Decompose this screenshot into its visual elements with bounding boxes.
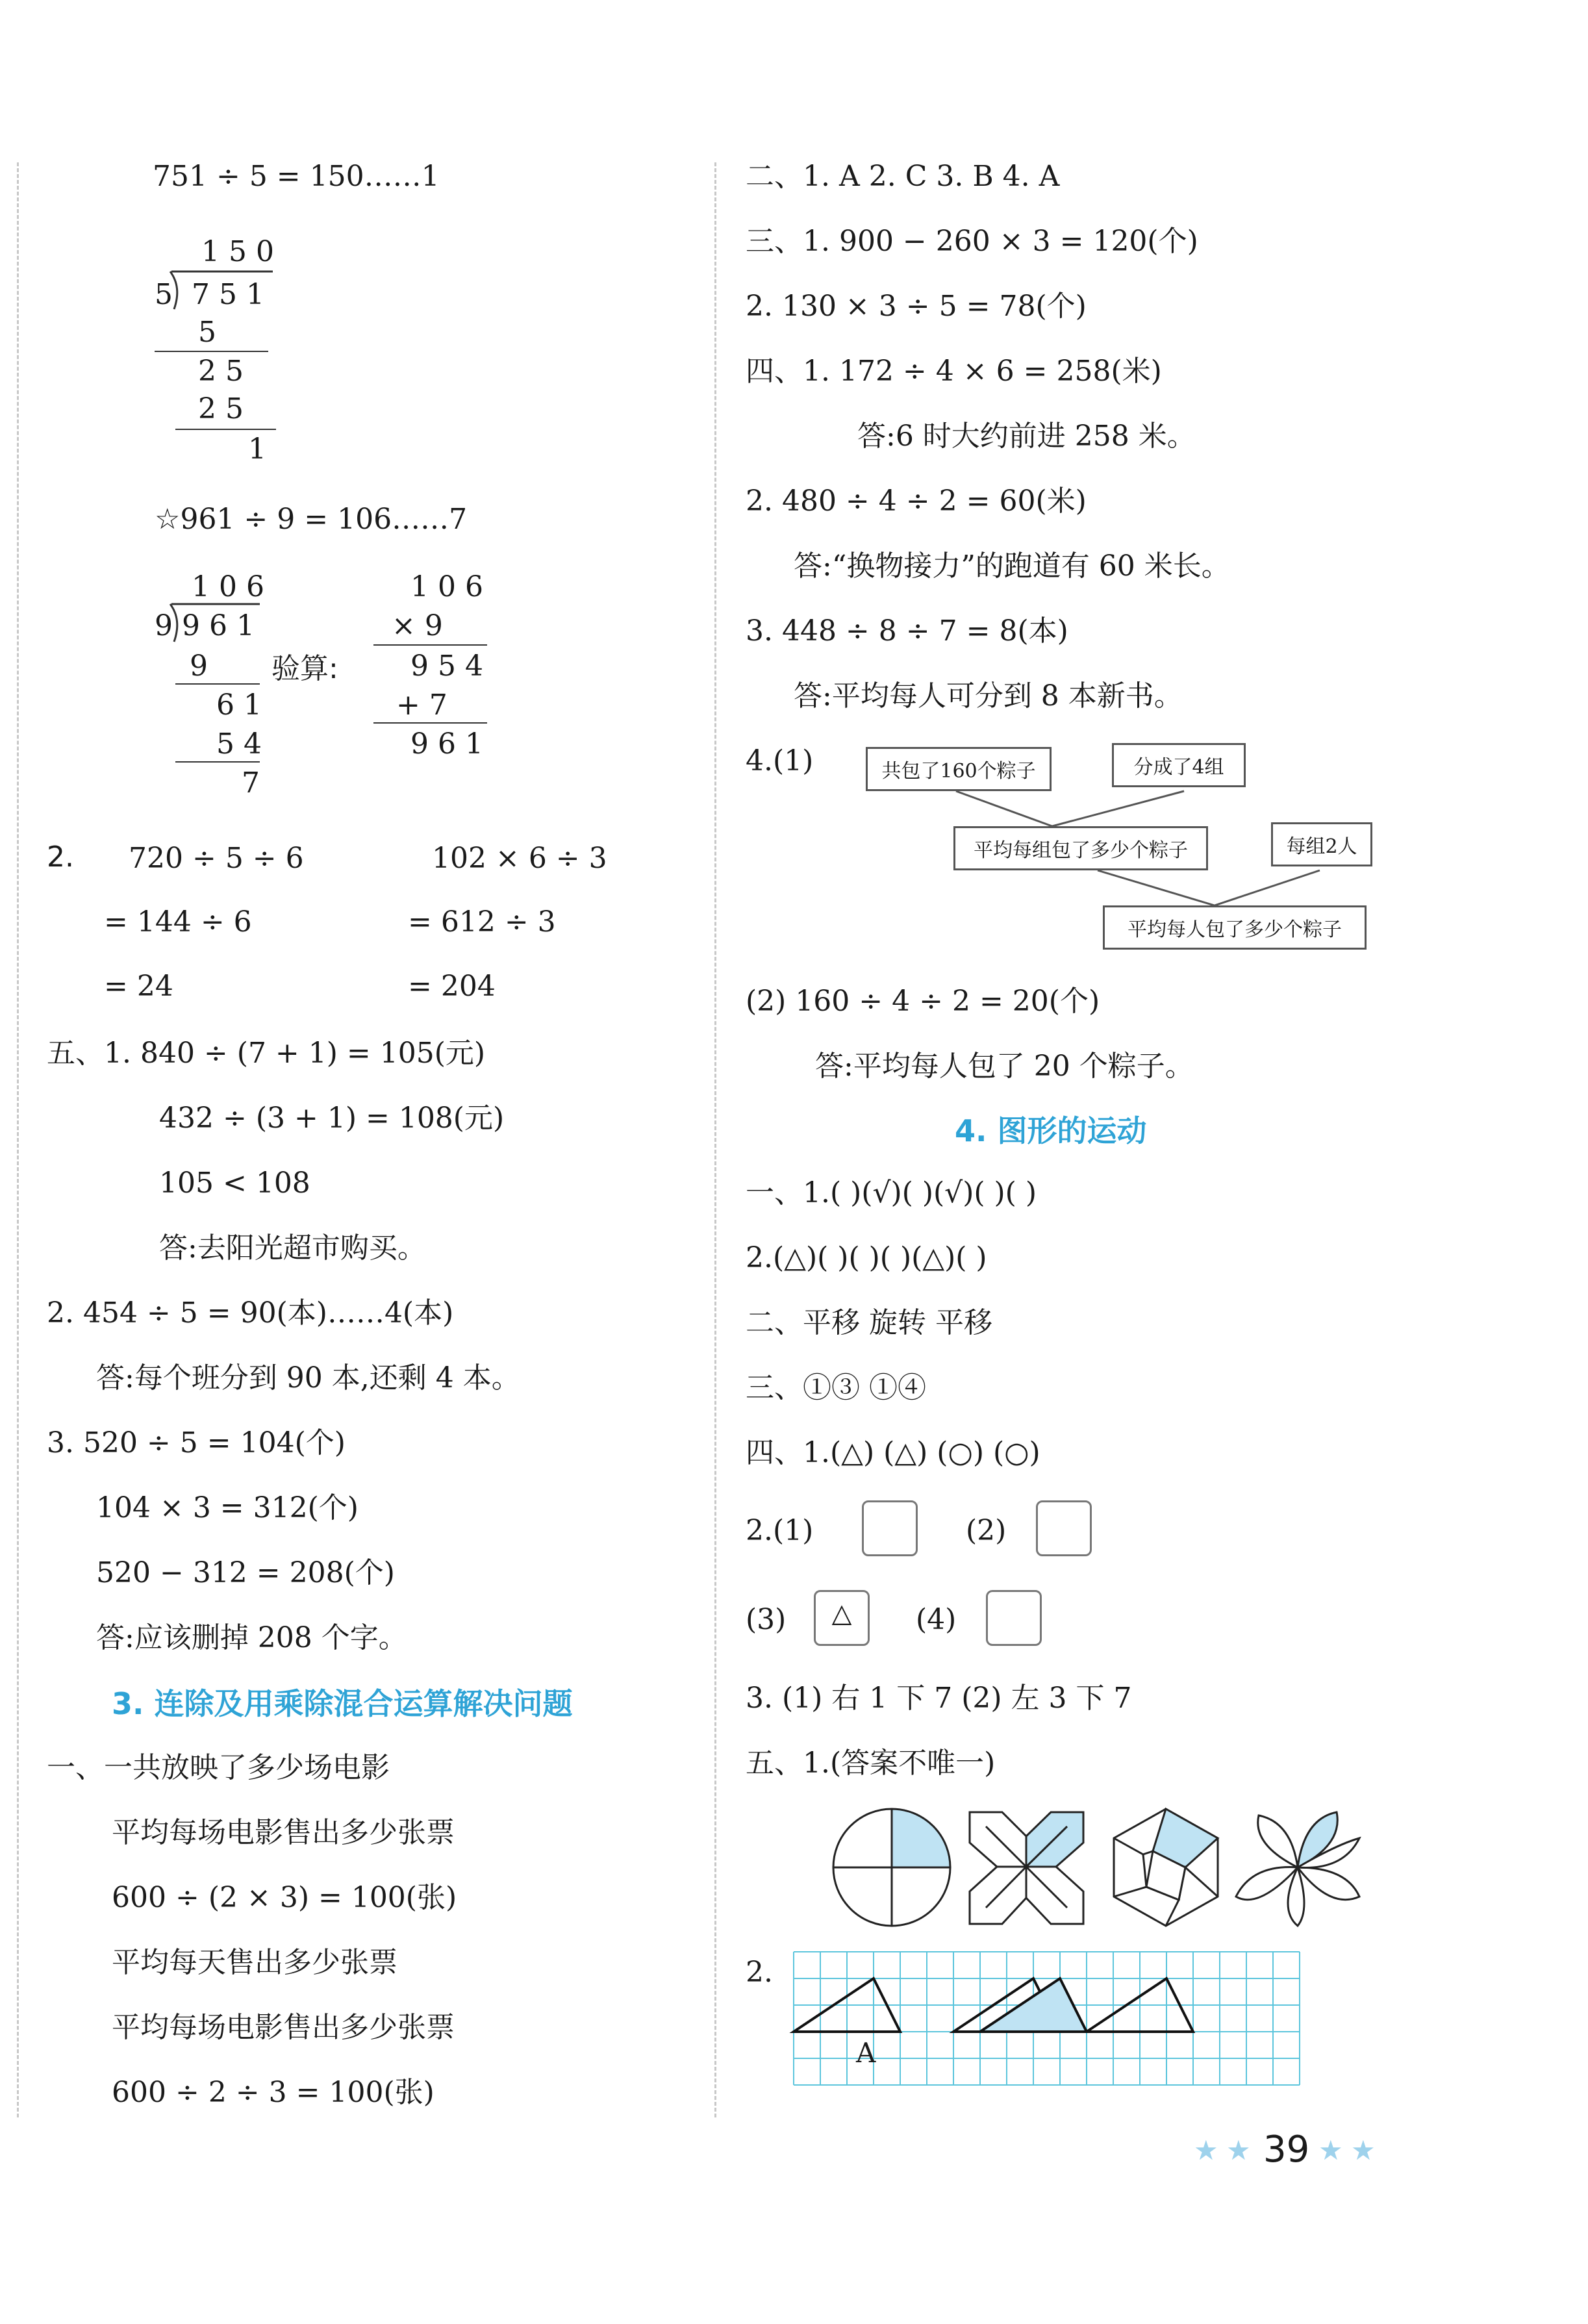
s1-line1: 一、一共放映了多少场电影 <box>47 1751 390 1784</box>
r-s4-q4-2: (2) 160 ÷ 4 ÷ 2 = 20(个) <box>746 985 1100 1018</box>
tree-box-total: 共包了160个粽子 <box>866 747 1052 791</box>
r-s4-q1: 四、1. 172 ÷ 4 × 6 = 258(米) <box>746 355 1162 388</box>
hexagon-swirl-figure <box>1107 1806 1224 1929</box>
r-s4-q1-answer: 答:6 时大约前进 258 米。 <box>857 420 1196 453</box>
tree-box-per-person: 平均每人包了多少个粽子 <box>1103 905 1367 950</box>
answer-box-1 <box>862 1500 918 1556</box>
q2a-line3: = 24 <box>104 970 173 1003</box>
s5-q3: 3. 520 ÷ 5 = 104(个) <box>47 1426 346 1459</box>
s5-q1: 五、1. 840 ÷ (7 + 1) = 105(元) <box>47 1037 486 1070</box>
q2b-line2: = 612 ÷ 3 <box>408 905 556 939</box>
q2a-line2: = 144 ÷ 6 <box>104 905 252 939</box>
s1-line5: 平均每场电影售出多少张票 <box>112 2011 455 2044</box>
s5-q3b: 104 × 3 = 312(个) <box>96 1491 359 1524</box>
answer-box-3 <box>814 1590 870 1646</box>
r-s4-q4-answer: 答:平均每人包了 20 个粽子。 <box>815 1050 1194 1083</box>
g-s4-q1: 四、1.(△) (△) (○) (○) <box>746 1436 1040 1469</box>
section-heading-4: 4. 图形的运动 <box>955 1113 1147 1148</box>
tree-box-per-group-people: 每组2人 <box>1271 822 1372 866</box>
section-heading-3: 3. 连除及用乘除混合运算解决问题 <box>112 1686 573 1721</box>
s5-q1b: 432 ÷ (3 + 1) = 108(元) <box>159 1102 505 1135</box>
answer-box-4 <box>986 1590 1042 1646</box>
grid-label-a: A <box>856 2037 876 2069</box>
r-s4-q3-answer: 答:平均每人可分到 8 本新书。 <box>794 679 1183 713</box>
star-icon: ★ <box>1351 2134 1376 2166</box>
r-mc: 二、1. A 2. C 3. B 4. A <box>746 160 1060 193</box>
s5-q1c: 105 < 108 <box>159 1167 310 1200</box>
s1-line6: 600 ÷ 2 ÷ 3 = 100(张) <box>112 2076 435 2109</box>
g-s4-q3: 3. (1) 右 1 下 7 (2) 左 3 下 7 <box>746 1682 1132 1715</box>
r-s4-q3: 3. 448 ÷ 8 ÷ 7 = 8(本) <box>746 614 1068 648</box>
g-s2: 二、平移 旋转 平移 <box>746 1306 992 1339</box>
q2b-line3: = 204 <box>408 970 496 1003</box>
g-s4-q2-1-label: 2.(1) <box>746 1514 814 1547</box>
s1-line3: 600 ÷ (2 × 3) = 100(张) <box>112 1881 457 1914</box>
q2-number: 2. <box>47 840 74 874</box>
answer-box-2 <box>1036 1500 1092 1556</box>
g-s1-q1: 一、1.( )(√)( )(√)( )( ) <box>746 1176 1037 1209</box>
g-s1-q2: 2.(△)( )( )( )(△)( ) <box>746 1241 987 1274</box>
s5-q3c: 520 − 312 = 208(个) <box>96 1556 395 1589</box>
tree-box-groups: 分成了4组 <box>1112 743 1246 787</box>
s1-line2: 平均每场电影售出多少张票 <box>112 1816 455 1849</box>
s1-line4: 平均每天售出多少张票 <box>112 1946 397 1979</box>
g-s4-q2-2-label: (2) <box>966 1514 1007 1547</box>
r-s4-q4: 4.(1) <box>746 744 814 777</box>
translation-grid <box>794 1952 1300 2101</box>
triangle-symbol: △ <box>831 1598 852 1628</box>
star-x-figure <box>966 1807 1087 1927</box>
g-s5-q2: 2. <box>746 1956 773 1989</box>
r-s3-q1: 三、1. 900 − 260 × 3 = 120(个) <box>746 225 1198 258</box>
g-s4-q2-4-label: (4) <box>916 1603 957 1636</box>
r-s4-q2: 2. 480 ÷ 4 ÷ 2 = 60(米) <box>746 485 1087 518</box>
eq-751: 751 ÷ 5 = 150……1 <box>153 160 440 193</box>
star-icon: ★ <box>1194 2134 1218 2166</box>
pinwheel-figure <box>830 1806 953 1929</box>
star-icon: ★ <box>1226 2134 1251 2166</box>
q2b-line1: 102 × 6 ÷ 3 <box>432 842 607 875</box>
g-s4-q2-3-label: (3) <box>746 1603 787 1636</box>
star-icon: ★ <box>1318 2134 1343 2166</box>
g-s5-q1: 五、1.(答案不唯一) <box>746 1747 996 1780</box>
eq-961: ☆961 ÷ 9 = 106……7 <box>155 503 468 536</box>
g-s3: 三、①③ ①④ <box>746 1371 926 1404</box>
q2a-line1: 720 ÷ 5 ÷ 6 <box>129 842 304 875</box>
s5-q3-answer: 答:应该删掉 208 个字。 <box>96 1621 407 1654</box>
r-s3-q2: 2. 130 × 3 ÷ 5 = 78(个) <box>746 290 1087 323</box>
s5-q1-answer: 答:去阳光超市购买。 <box>159 1231 426 1265</box>
flower-figure <box>1233 1806 1363 1929</box>
check-label: 验算: <box>271 652 338 685</box>
s5-q2-answer: 答:每个班分到 90 本,还剩 4 本。 <box>96 1361 520 1395</box>
r-s4-q2-answer: 答:“换物接力”的跑道有 60 米长。 <box>794 549 1230 583</box>
tree-box-per-group: 平均每组包了多少个粽子 <box>953 826 1208 870</box>
page-number: 39 <box>1263 2128 1310 2171</box>
s5-q2: 2. 454 ÷ 5 = 90(本)……4(本) <box>47 1296 454 1330</box>
